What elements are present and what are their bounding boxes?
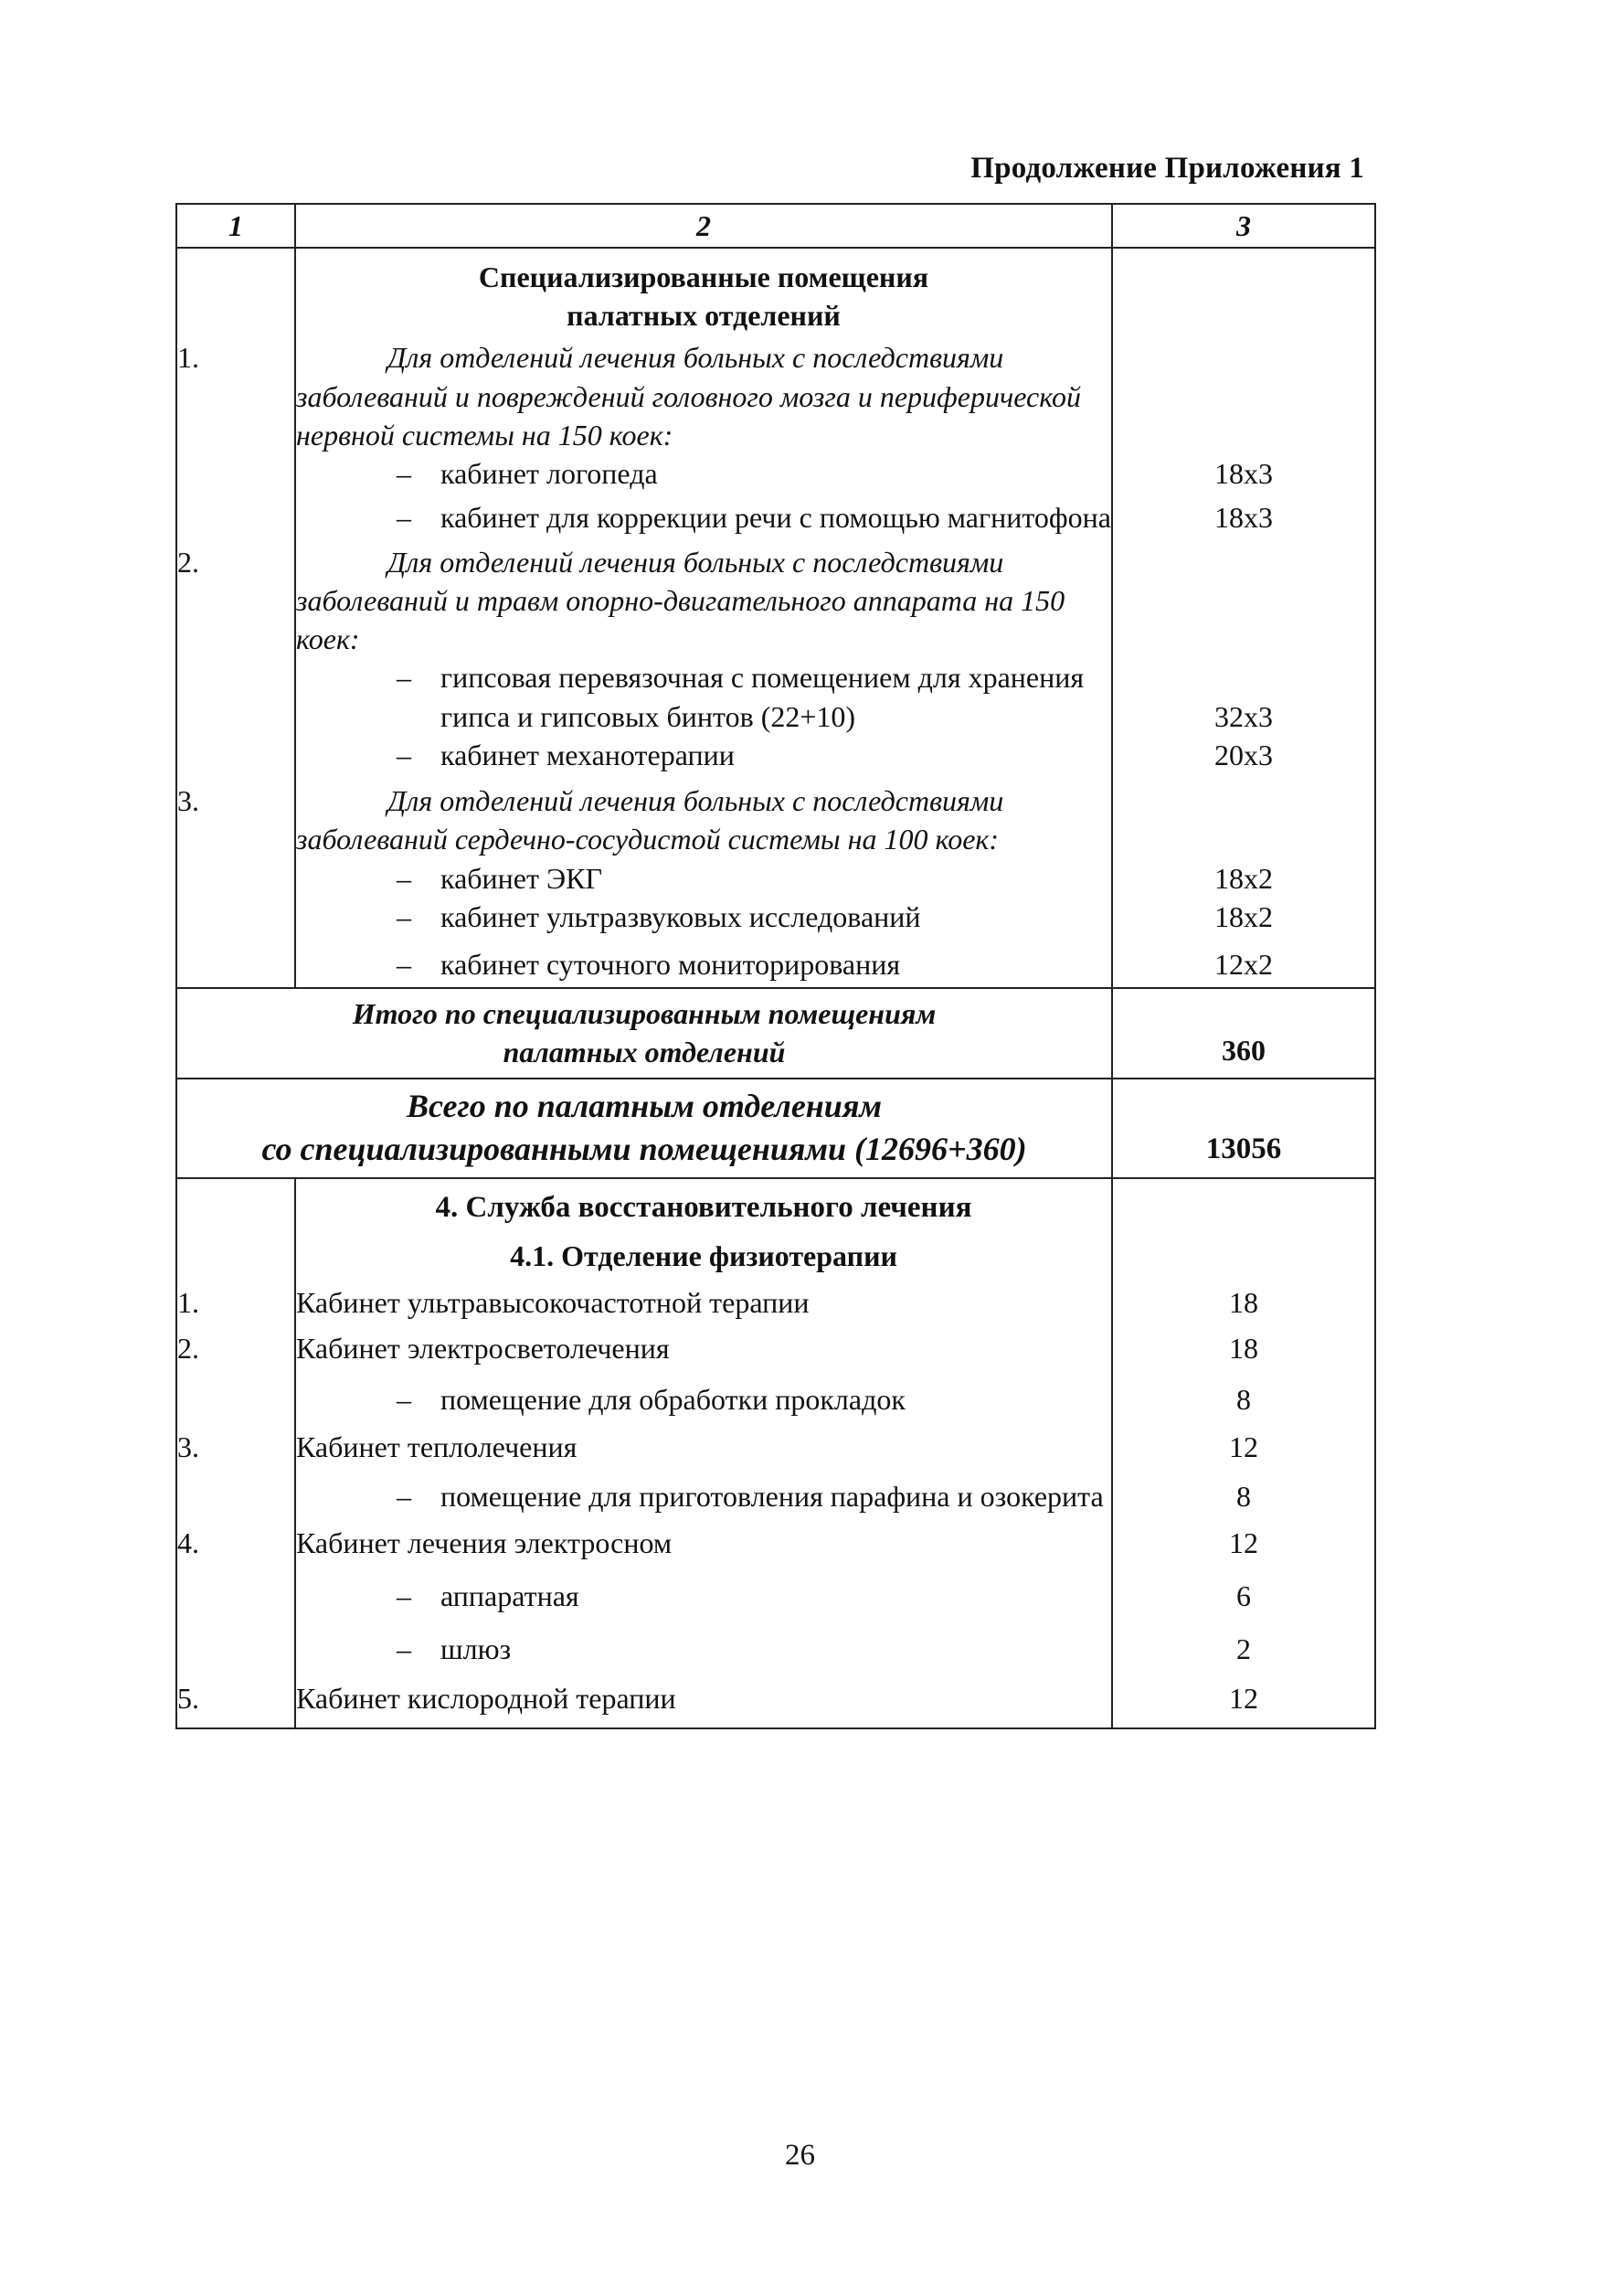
section-title: [296, 249, 1111, 338]
subtotal-row: [176, 988, 1375, 1078]
department-title: 4.1. Отделение физиотерапии: [510, 1239, 897, 1273]
subtotal-label-line2: палатных отделений: [503, 1036, 786, 1069]
row-number: 5.: [176, 1679, 295, 1727]
row-value: 8: [1112, 1380, 1375, 1428]
subitem-value: 18x3: [1112, 454, 1375, 493]
item-heading: Для отделений лечения больных с последствиями заболеваний сердечно-сосудистой системы на 100 коек:: [296, 784, 1004, 856]
subitem-text: кабинет ультразвуковых исследований: [440, 899, 921, 933]
table-row: [176, 493, 1375, 542]
dash-bullet: –: [397, 1382, 411, 1416]
subtotal-value: 360: [1112, 988, 1375, 1078]
subitem-text: кабинет ЭКГ: [440, 861, 602, 895]
page-number: 26: [785, 2139, 815, 2172]
table-row: [176, 945, 1375, 988]
dash-bullet: –: [397, 1632, 411, 1666]
column-header-2: 2: [295, 204, 1112, 248]
service-title: 4. Служба восстановительного лечения: [435, 1190, 972, 1224]
subitem-text: кабинет суточного мониторирования: [440, 947, 901, 981]
row-value: 12: [1112, 1524, 1375, 1577]
row-value: 12: [1112, 1428, 1375, 1477]
row-number: 2.: [176, 1329, 295, 1380]
continuation-header: Продолжение Приложения 1: [970, 152, 1364, 185]
subitem-value: 12x2: [1112, 945, 1375, 988]
table-row: [176, 1477, 1375, 1523]
row-text: помещение для обработки прокладок: [440, 1382, 906, 1416]
row-text: шлюз: [440, 1632, 512, 1666]
table-row: [176, 1524, 1375, 1577]
item-heading: Для отделений лечения больных с последствиями заболеваний и травм опорно-двигательного аппарата на 150 коек:: [296, 545, 1065, 656]
section-title-line1: Специализированные помещения: [478, 260, 929, 293]
row-number: 3.: [176, 1428, 295, 1477]
table-row: [176, 859, 1375, 898]
subitem-text: гипсовая перевязочная с помещением для хранения гипса и гипсовых бинтов (22+10): [440, 661, 1085, 733]
subitem-value: 18x3: [1112, 493, 1375, 542]
table-row: [176, 1233, 1375, 1282]
column-header-1: 1: [176, 204, 295, 248]
subtotal-label-line1: Итого по специализированным помещениям: [352, 997, 937, 1031]
subitem-text: кабинет логопеда: [440, 457, 658, 491]
row-value: 12: [1112, 1679, 1375, 1727]
row-text: Кабинет лечения электросном: [295, 1524, 1112, 1577]
row-text: аппаратная: [440, 1578, 579, 1612]
row-value: 18: [1112, 1329, 1375, 1380]
row-text: Кабинет электросветолечения: [295, 1329, 1112, 1380]
subitem-text: кабинет механотерапии: [440, 738, 735, 771]
dash-bullet: –: [397, 1480, 411, 1514]
row-text: Кабинет теплолечения: [295, 1428, 1112, 1477]
item-number: 2.: [176, 543, 295, 659]
dash-bullet: –: [397, 947, 411, 981]
row-value: 6: [1112, 1577, 1375, 1630]
row-text: помещение для приготовления парафина и озокерита: [440, 1480, 1104, 1514]
row-number: 4.: [176, 1524, 295, 1577]
subitem-value: 18x2: [1112, 859, 1375, 898]
subtotal-label: [176, 988, 1112, 1078]
grand-total-row: [176, 1079, 1375, 1178]
column-header-row: [176, 204, 1375, 248]
table-row: [176, 1283, 1375, 1329]
rooms-table: [175, 203, 1376, 1729]
table-row: [176, 248, 1375, 338]
subitem-value: 20x3: [1112, 736, 1375, 781]
row-text: Кабинет кислородной терапии: [295, 1679, 1112, 1727]
dash-bullet: –: [397, 861, 411, 895]
row-value: 8: [1112, 1477, 1375, 1523]
table-row: [176, 1428, 1375, 1477]
table-row: [176, 781, 1375, 858]
table-row: [176, 1679, 1375, 1727]
grand-total-label-line2: со специализированными помещениями (12696+360): [261, 1131, 1027, 1168]
item-number: 1.: [176, 338, 295, 454]
dash-bullet: –: [397, 738, 411, 771]
grand-total-value: 13056: [1112, 1079, 1375, 1178]
table-row: [176, 658, 1375, 735]
grand-total-label-line1: Всего по палатным отделениям: [406, 1087, 883, 1124]
table-row: [176, 736, 1375, 781]
dash-bullet: –: [397, 1578, 411, 1612]
table-row: [176, 543, 1375, 659]
dash-bullet: –: [397, 457, 411, 491]
subitem-text: кабинет для коррекции речи с помощью магнитофона: [440, 501, 1111, 535]
column-header-3: 3: [1112, 204, 1375, 248]
table-row: [176, 338, 1375, 454]
section-title-line2: палатных отделений: [567, 299, 841, 333]
item-heading: Для отделений лечения больных с последствиями заболеваний и повреждений головного мозга и периферической нервной системы на 150 коек:: [296, 341, 1081, 452]
row-value: 18: [1112, 1283, 1375, 1329]
item-number: 3.: [176, 781, 295, 858]
grand-total-label: [176, 1079, 1112, 1178]
table-row: [176, 1380, 1375, 1428]
subitem-value: 18x2: [1112, 898, 1375, 945]
table-row: [176, 454, 1375, 493]
dash-bullet: –: [397, 661, 411, 695]
row-number: 1.: [176, 1283, 295, 1329]
table-row: [176, 1577, 1375, 1630]
table-row: [176, 898, 1375, 945]
dash-bullet: –: [397, 899, 411, 933]
dash-bullet: –: [397, 501, 411, 535]
table-row: [176, 1178, 1375, 1234]
subitem-value: 32x3: [1112, 658, 1375, 735]
row-text: Кабинет ультравысокочастотной терапии: [295, 1283, 1112, 1329]
table-row: [176, 1329, 1375, 1380]
row-value: 2: [1112, 1630, 1375, 1679]
table-row: [176, 1630, 1375, 1679]
